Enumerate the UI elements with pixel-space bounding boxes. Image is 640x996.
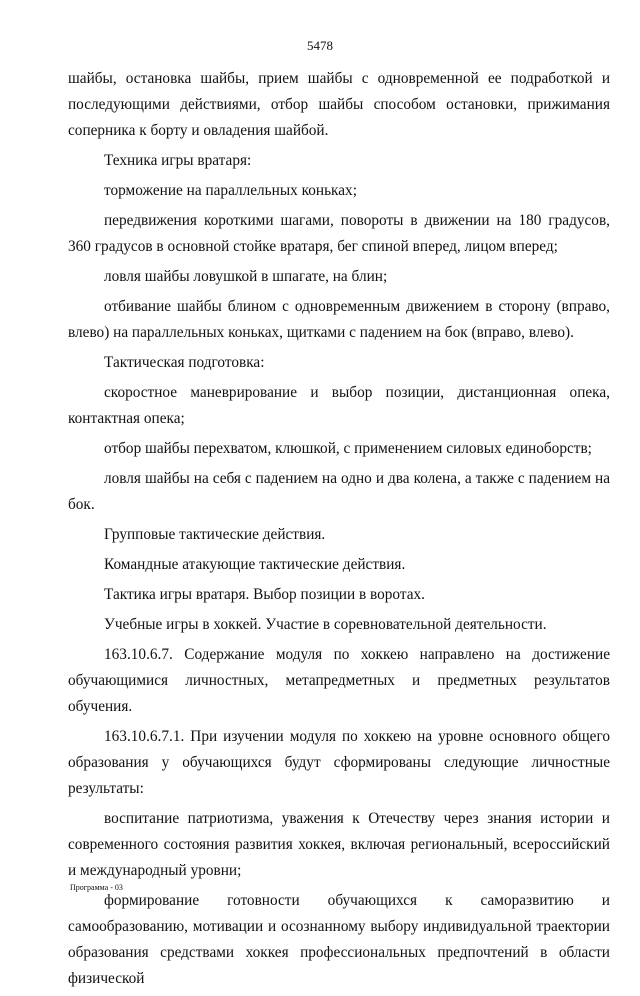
paragraph-4: передвижения короткими шагами, повороты в движении на 180 градусов, 360 градусов в основной стойке вратаря, бег спиной вперед, лицом вперед; xyxy=(68,212,610,255)
page-number: 5478 xyxy=(307,38,333,53)
paragraph-18: формирование готовности обучающихся к саморазвитию и самообразованию, мотивации и осознанному выбору индивидуальной траектории образования средствами хоккея профессиональных предпочтений в области физической xyxy=(68,892,610,987)
paragraph-6: отбивание шайбы блином с одновременным движением в сторону (вправо, влево) на параллельных коньках, щитками с падением на бок (вправо, влево). xyxy=(68,298,610,341)
paragraph-1: шайбы, остановка шайбы, прием шайбы с одновременной ее подработкой и последующими действиями, отбор шайбы способом остановки, прижимания соперника к борту и овладения шайбой. xyxy=(68,70,610,139)
paragraph-3: торможение на параллельных коньках; xyxy=(104,182,357,199)
paragraph-10: ловля шайбы на себя с падением на одно и два колена, а также с падением на бок. xyxy=(68,470,610,513)
paragraph-11: Групповые тактические действия. xyxy=(104,526,326,543)
paragraph-17: воспитание патриотизма, уважения к Отечеству через знания истории и современного состояния развития хоккея, включая региональный, всероссийский и международный уровни; xyxy=(68,810,610,879)
document-body xyxy=(68,66,610,996)
paragraph-5: ловля шайбы ловушкой в шпагате, на блин; xyxy=(104,268,388,285)
paragraph-2: Техника игры вратаря: xyxy=(104,152,252,169)
paragraph-15: 163.10.6.7. Содержание модуля по хоккею направлено на достижение обучающимися личностных, метапредметных и предметных результатов обучения. xyxy=(68,646,610,715)
paragraph-8: скоростное маневрирование и выбор позиции, дистанционная опека, контактная опека; xyxy=(68,384,610,427)
footer-label: Программа - 03 xyxy=(70,883,123,892)
paragraph-12: Командные атакующие тактические действия. xyxy=(104,556,406,573)
paragraph-14: Учебные игры в хоккей. Участие в соревновательной деятельности. xyxy=(104,616,547,633)
paragraph-16: 163.10.6.7.1. При изучении модуля по хоккею на уровне основного общего образования у обучающихся будут сформированы следующие личностные результаты: xyxy=(68,728,610,797)
paragraph-7: Тактическая подготовка: xyxy=(104,354,265,371)
paragraph-9: отбор шайбы перехватом, клюшкой, с применением силовых единоборств; xyxy=(104,440,592,457)
paragraph-13: Тактика игры вратаря. Выбор позиции в воротах. xyxy=(104,586,426,603)
